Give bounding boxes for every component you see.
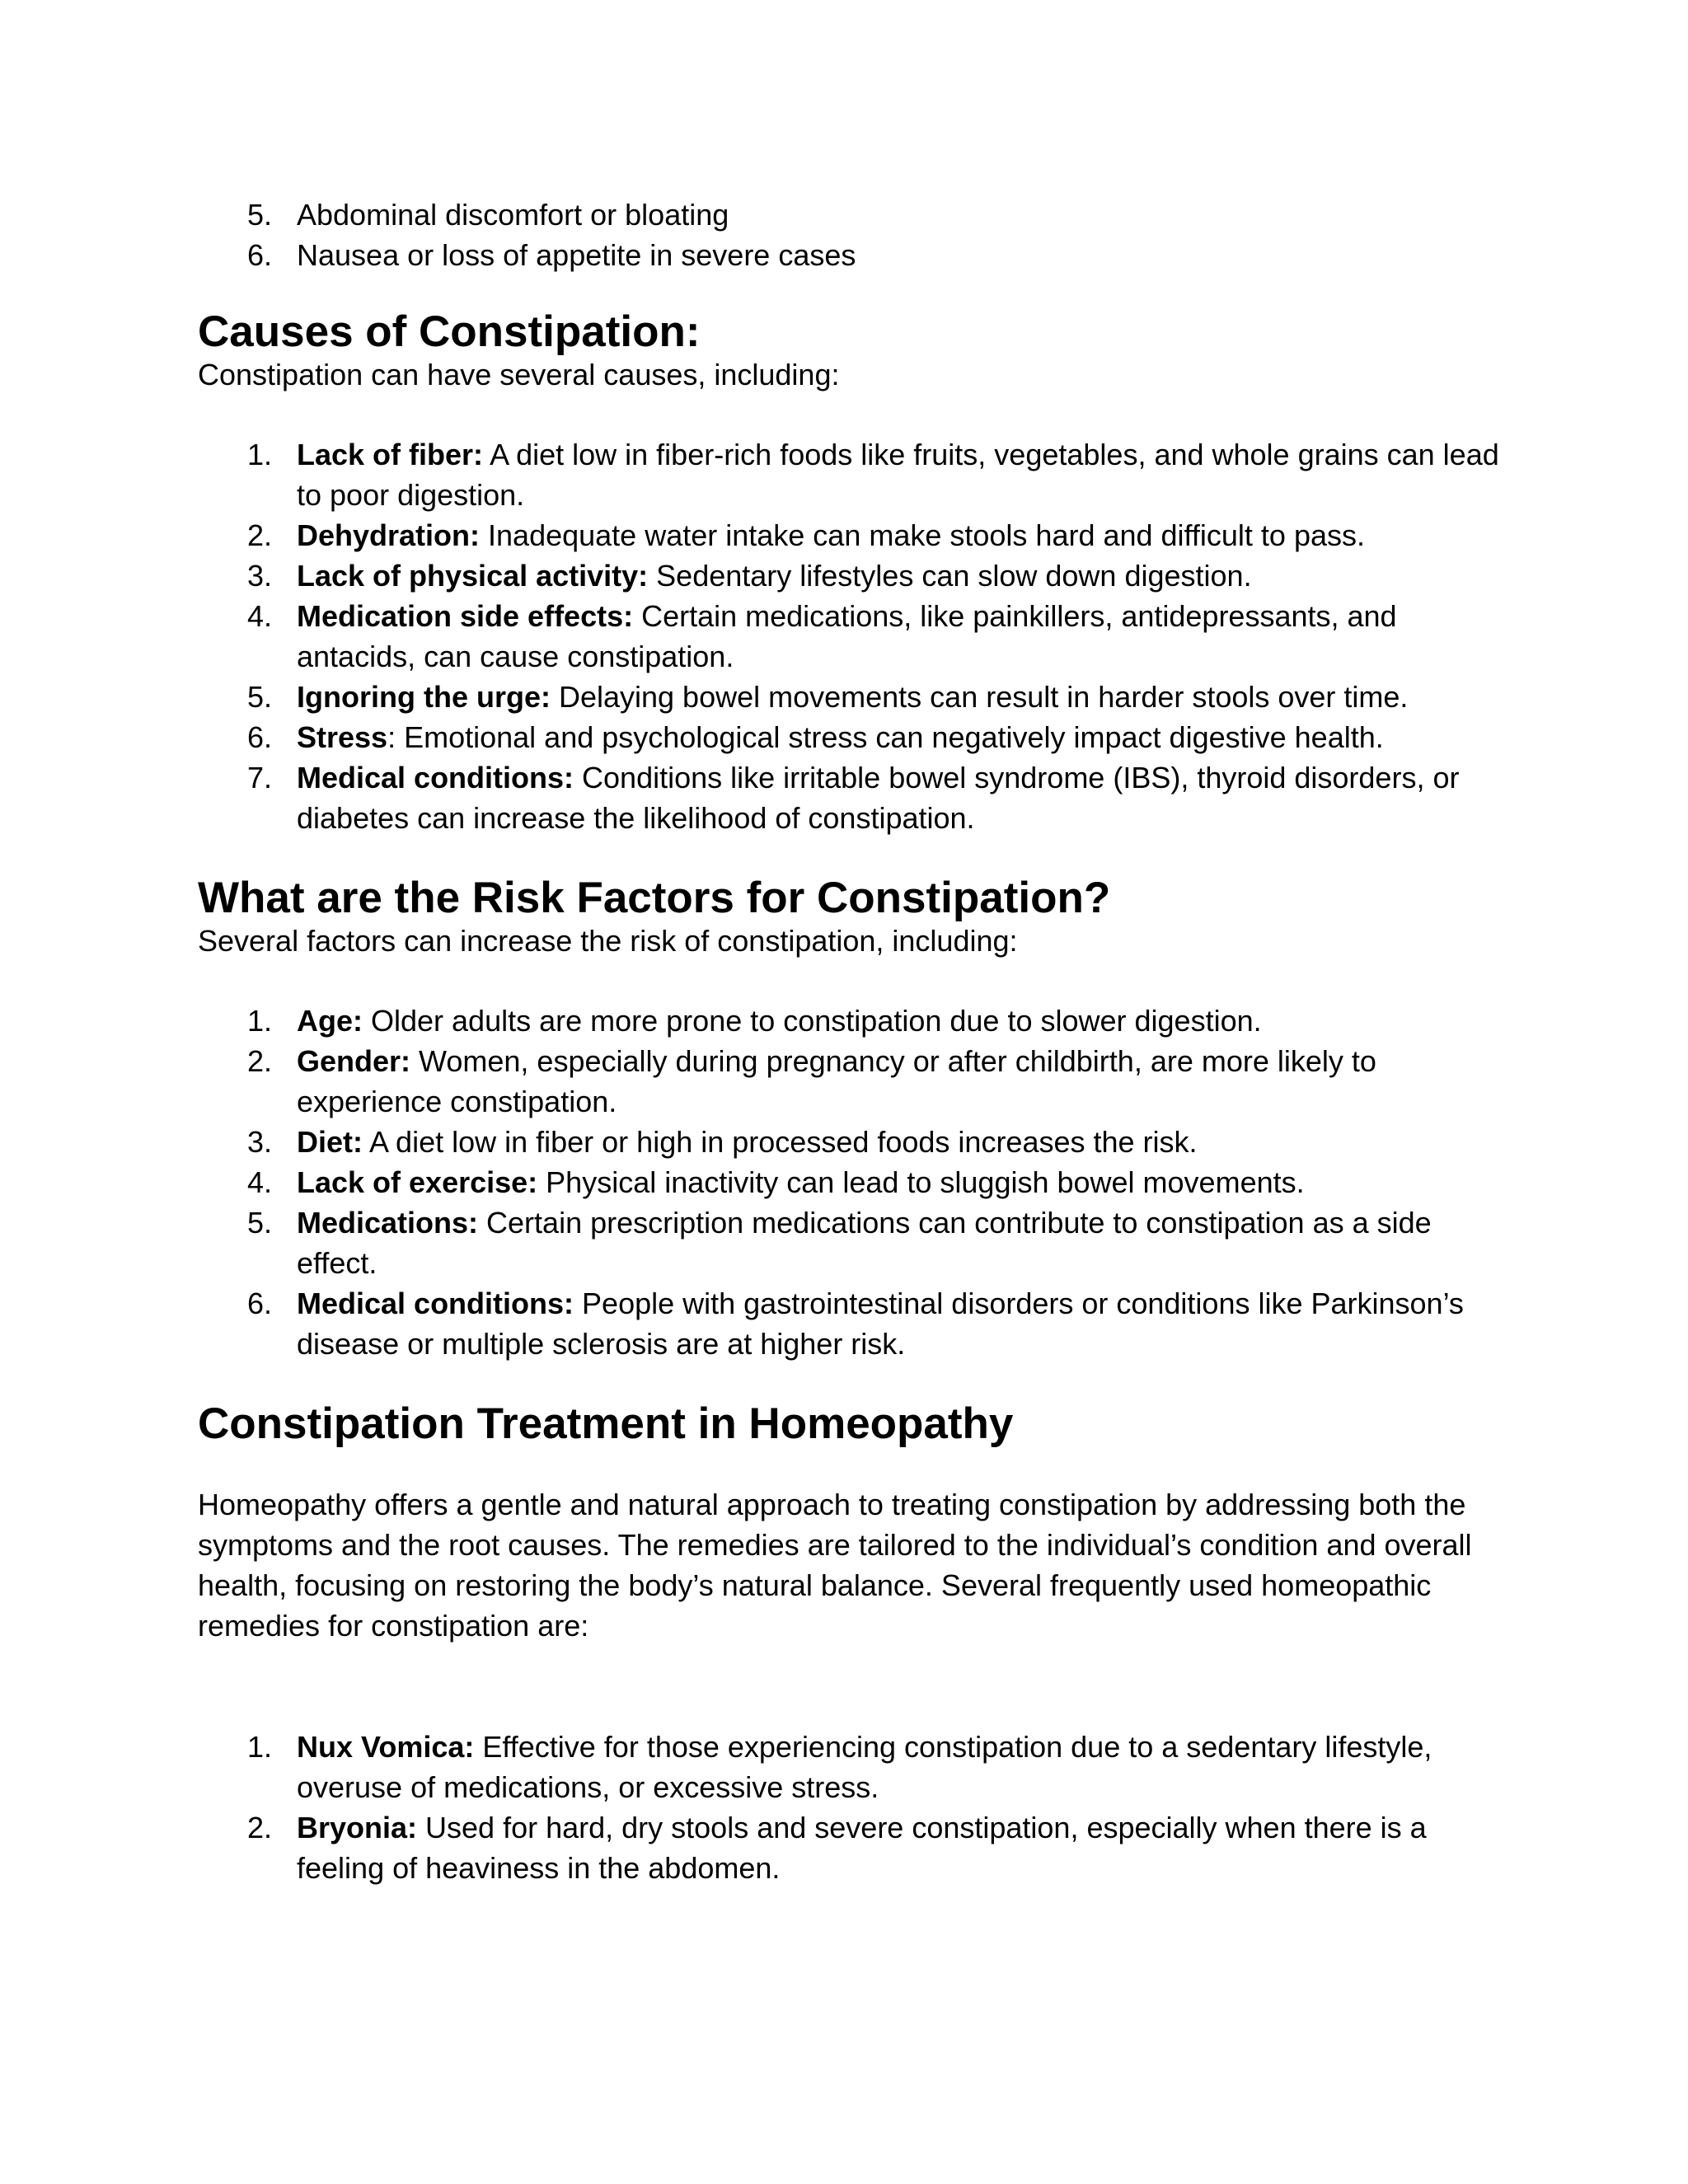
- causes-intro: Constipation can have several causes, including:: [198, 358, 840, 391]
- list-item: 1. Lack of fiber: A diet low in fiber-rich foods like fruits, vegetables, and whole grains can lead to poor digestion.: [246, 438, 1499, 512]
- document-content: [198, 194, 1500, 1888]
- symptoms-list-continued: [198, 194, 1500, 275]
- list-item: 5. Abdominal discomfort or bloating: [246, 198, 729, 232]
- list-item: 3. Diet: A diet low in fiber or high in processed foods increases the risk.: [246, 1125, 1198, 1159]
- list-item: 4. Lack of exercise: Physical inactivity can lead to sluggish bowel movements.: [246, 1165, 1305, 1199]
- list-item: 2. Dehydration: Inadequate water intake can make stools hard and difficult to pass.: [246, 518, 1366, 552]
- list-item: 5. Ignoring the urge: Delaying bowel movements can result in harder stools over time.: [246, 680, 1409, 714]
- list-item: 2. Gender: Women, especially during pregnancy or after childbirth, are more likely to experience constipation.: [246, 1044, 1376, 1118]
- causes-list: [198, 434, 1500, 838]
- list-item: 4. Medication side effects: Certain medications, like painkillers, antidepressants, and antacids, can cause constipation.: [246, 599, 1397, 673]
- risk-factors-heading: What are the Risk Factors for Constipation?: [198, 874, 1111, 922]
- list-item: 6. Medical conditions: People with gastrointestinal disorders or conditions like Parkinson’s disease or multiple sclerosis are at higher risk.: [246, 1286, 1464, 1361]
- list-item: 2. Bryonia: Used for hard, dry stools and severe constipation, especially when there is a feeling of heaviness in the abdomen.: [246, 1811, 1427, 1885]
- causes-heading: Causes of Constipation:: [198, 307, 701, 356]
- remedies-list: [198, 1727, 1500, 1888]
- risk-factors-list: [198, 1001, 1500, 1364]
- risk-factors-intro: Several factors can increase the risk of constipation, including:: [198, 924, 1018, 958]
- list-item: 5. Medications: Certain prescription medications can contribute to constipation as a side effect.: [246, 1206, 1432, 1280]
- list-item: 6. Nausea or loss of appetite in severe cases: [246, 238, 856, 272]
- list-item: 1. Age: Older adults are more prone to constipation due to slower digestion.: [246, 1004, 1262, 1038]
- list-item: 1. Nux Vomica: Effective for those experiencing constipation due to a sedentary lifestyle, overuse of medications, or excessive stress.: [246, 1730, 1432, 1804]
- list-item: 7. Medical conditions: Conditions like irritable bowel syndrome (IBS), thyroid disorders, or diabetes can increase the likelihood of constipation.: [246, 761, 1460, 835]
- treatment-paragraph: Homeopathy offers a gentle and natural approach to treating constipation by addressing both the symptoms and the root causes. The remedies are tailored to the individual’s condition and overall health, focusing on restoring the body’s natural balance. Several frequently used homeopathic remedies for constipation are:: [198, 1488, 1472, 1643]
- list-item: 3. Lack of physical activity: Sedentary lifestyles can slow down digestion.: [246, 559, 1252, 593]
- list-item: 6. Stress: Emotional and psychological stress can negatively impact digestive health.: [246, 720, 1384, 754]
- treatment-heading: Constipation Treatment in Homeopathy: [198, 1399, 1014, 1448]
